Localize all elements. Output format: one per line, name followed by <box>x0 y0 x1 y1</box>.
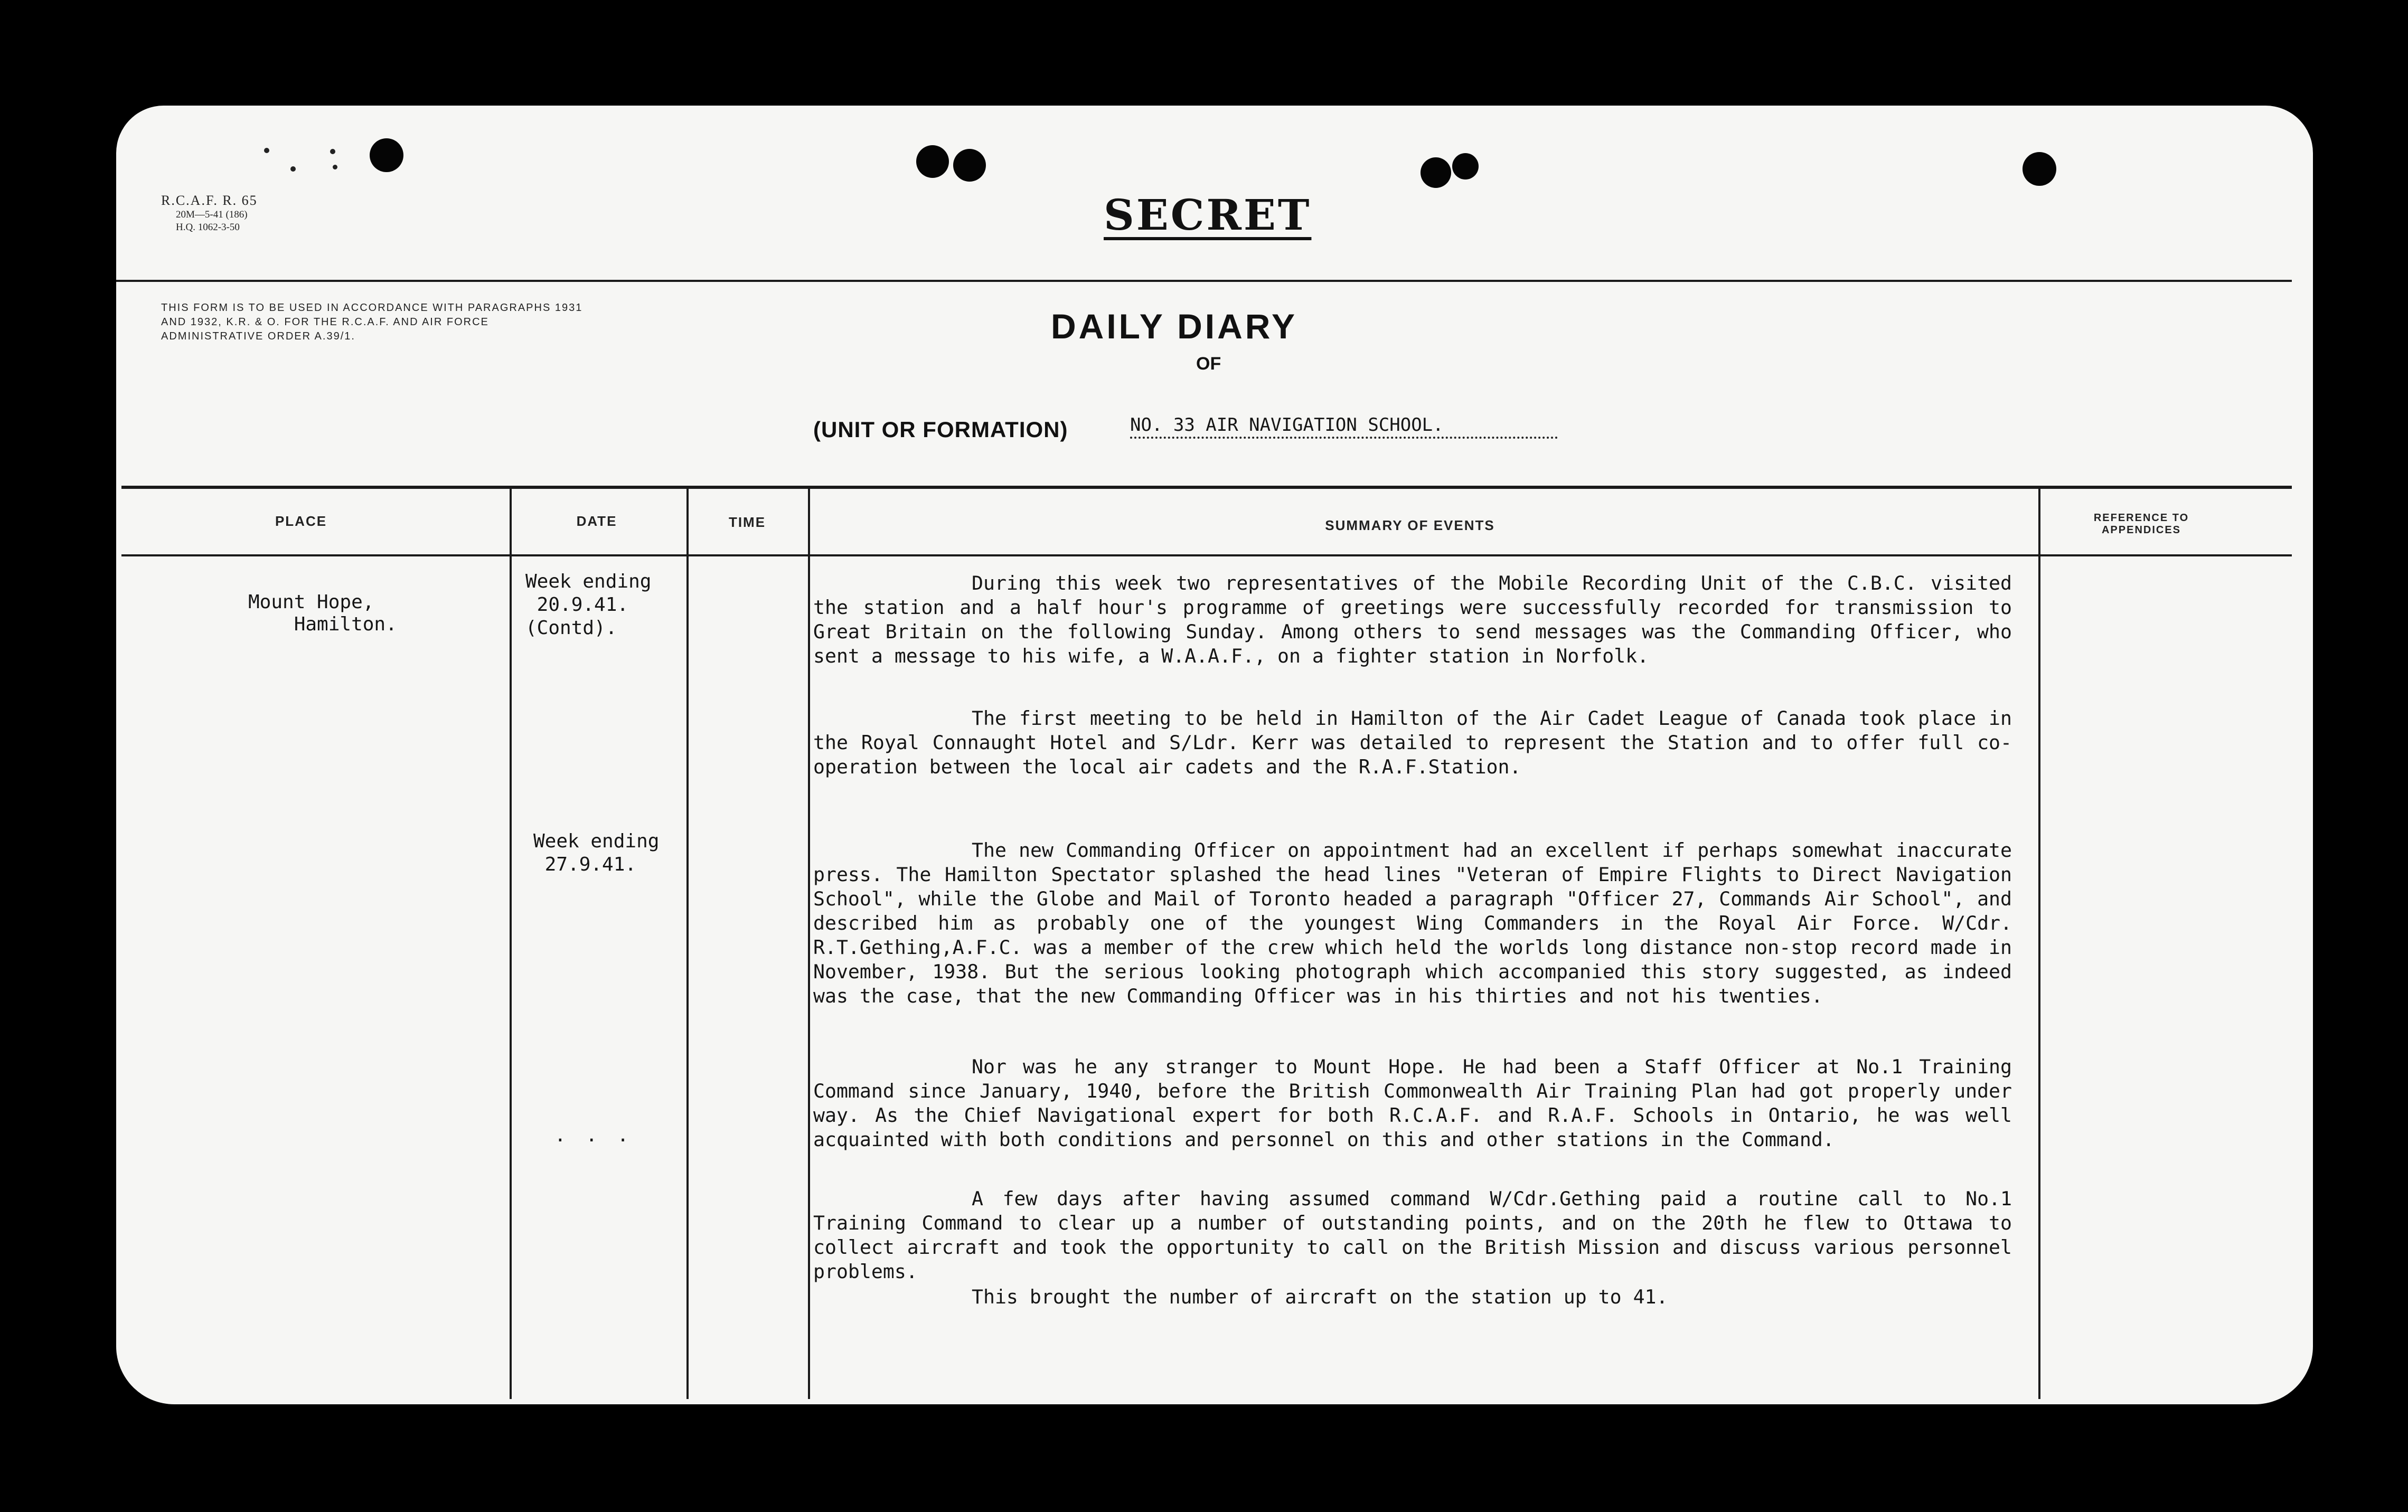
summary-paragraph: The new Commanding Officer on appointment had an excellent if perhaps somewhat inaccurate press. The Hamilton Spectator splashed the head lines "Veteran of Empire Flights to Direct Navigation School", while the Globe and Mail of Toronto headed a paragraph "Officer 27, Commands Air School", and described him as probably one of the youngest Wing Commanders in the Royal Air Force. W/Cdr. R.T.Gething,A.F.C. was a member of the crew which held the worlds long distance non-stop record made in November, 1938. But the serious looking photograph which accompanied this story suggested, as indeed was the case, that the new Commanding Officer was in his thirties and not his twenties. <box>813 839 2012 1007</box>
place-entry: Mount Hope, Hamilton. <box>248 591 397 635</box>
ink-speck <box>290 166 296 172</box>
summary-paragraph: This brought the number of aircraft on the station up to 41. <box>972 1286 1668 1308</box>
table-header-rule <box>121 554 2292 556</box>
ink-speck <box>330 149 335 154</box>
form-usage-notice: THIS FORM IS TO BE USED IN ACCORDANCE WITH PARAGRAPHS 1931 AND 1932, K.R. & O. FOR THE R.C.A.F. AND AIR FORCE ADMINISTRATIVE ORDER A.39/1. <box>161 302 583 342</box>
punch-hole <box>370 138 403 172</box>
table-top-rule <box>121 486 2292 489</box>
punch-hole <box>1452 153 1479 179</box>
form-code: R.C.A.F. R. 65 <box>161 193 258 208</box>
column-divider <box>808 486 810 1399</box>
print-code: 20M—5-41 (186) <box>176 209 248 220</box>
ink-speck <box>264 148 269 153</box>
column-header-time: TIME <box>728 514 766 530</box>
punch-hole <box>916 145 949 178</box>
header-divider <box>116 280 2292 282</box>
diary-of-label: OF <box>1196 354 1221 374</box>
punch-hole <box>2023 152 2056 186</box>
date-entry: Week ending 20.9.41. (Contd). <box>525 571 652 639</box>
classification-heading: SECRET <box>1104 190 1312 240</box>
hq-code: H.Q. 1062-3-50 <box>176 222 240 233</box>
summary-paragraph: Nor was he any stranger to Mount Hope. He had been a Staff Officer at No.1 Training Command since January, 1940, before the British Commonwealth Air Training Plan had got properly under way. As the Chief Navigational expert for both R.C.A.F. and R.A.F. Schools in Ontario, he was well acquainted with both conditions and personnel on this and other stations in the Command. <box>813 1055 2012 1151</box>
column-header-reference: REFERENCE TO APPENDICES <box>2093 512 2189 536</box>
column-header-place: PLACE <box>275 513 327 529</box>
form-code-block <box>161 193 258 234</box>
punch-hole <box>1421 157 1451 188</box>
unit-formation-value: NO. 33 AIR NAVIGATION SCHOOL. <box>1130 414 1558 439</box>
diary-form-card <box>116 106 2313 1404</box>
diary-title: DAILY DIARY <box>1051 307 1297 346</box>
column-divider <box>510 486 512 1399</box>
column-divider <box>2038 486 2040 1399</box>
unit-formation-label: (UNIT OR FORMATION) <box>813 417 1068 442</box>
punch-hole <box>953 149 986 182</box>
column-header-summary: SUMMARY OF EVENTS <box>1325 517 1495 533</box>
summary-paragraph: A few days after having assumed command W/Cdr.Gething paid a routine call to No.1 Training Command to clear up a number of outstanding points, and on the 20th he flew to Ottawa to collect aircraft and took the opportunity to call on the British Mission and discuss various personnel problems. <box>813 1187 2012 1283</box>
summary-paragraph: The first meeting to be held in Hamilton of the Air Cadet League of Canada took place in the Royal Connaught Hotel and S/Ldr. Kerr was detailed to represent the Station and to offer full co-operation between the local air cadets and the R.A.F.Station. <box>813 707 2012 778</box>
date-entry: Week ending 27.9.41. <box>533 830 660 875</box>
column-divider <box>686 486 689 1399</box>
ink-speck <box>333 165 337 169</box>
ditto-marks: . . . <box>554 1124 633 1146</box>
summary-paragraph: During this week two representatives of the Mobile Recording Unit of the C.B.C. visited the station and a half hour's programme of greetings were successfully recorded for transmission to Great Britain on the following Sunday. Among others to send messages was the Commanding Officer, who sent a message to his wife, a W.A.A.F., on a fighter station in Norfolk. <box>813 572 2012 667</box>
column-header-date: DATE <box>576 513 617 529</box>
